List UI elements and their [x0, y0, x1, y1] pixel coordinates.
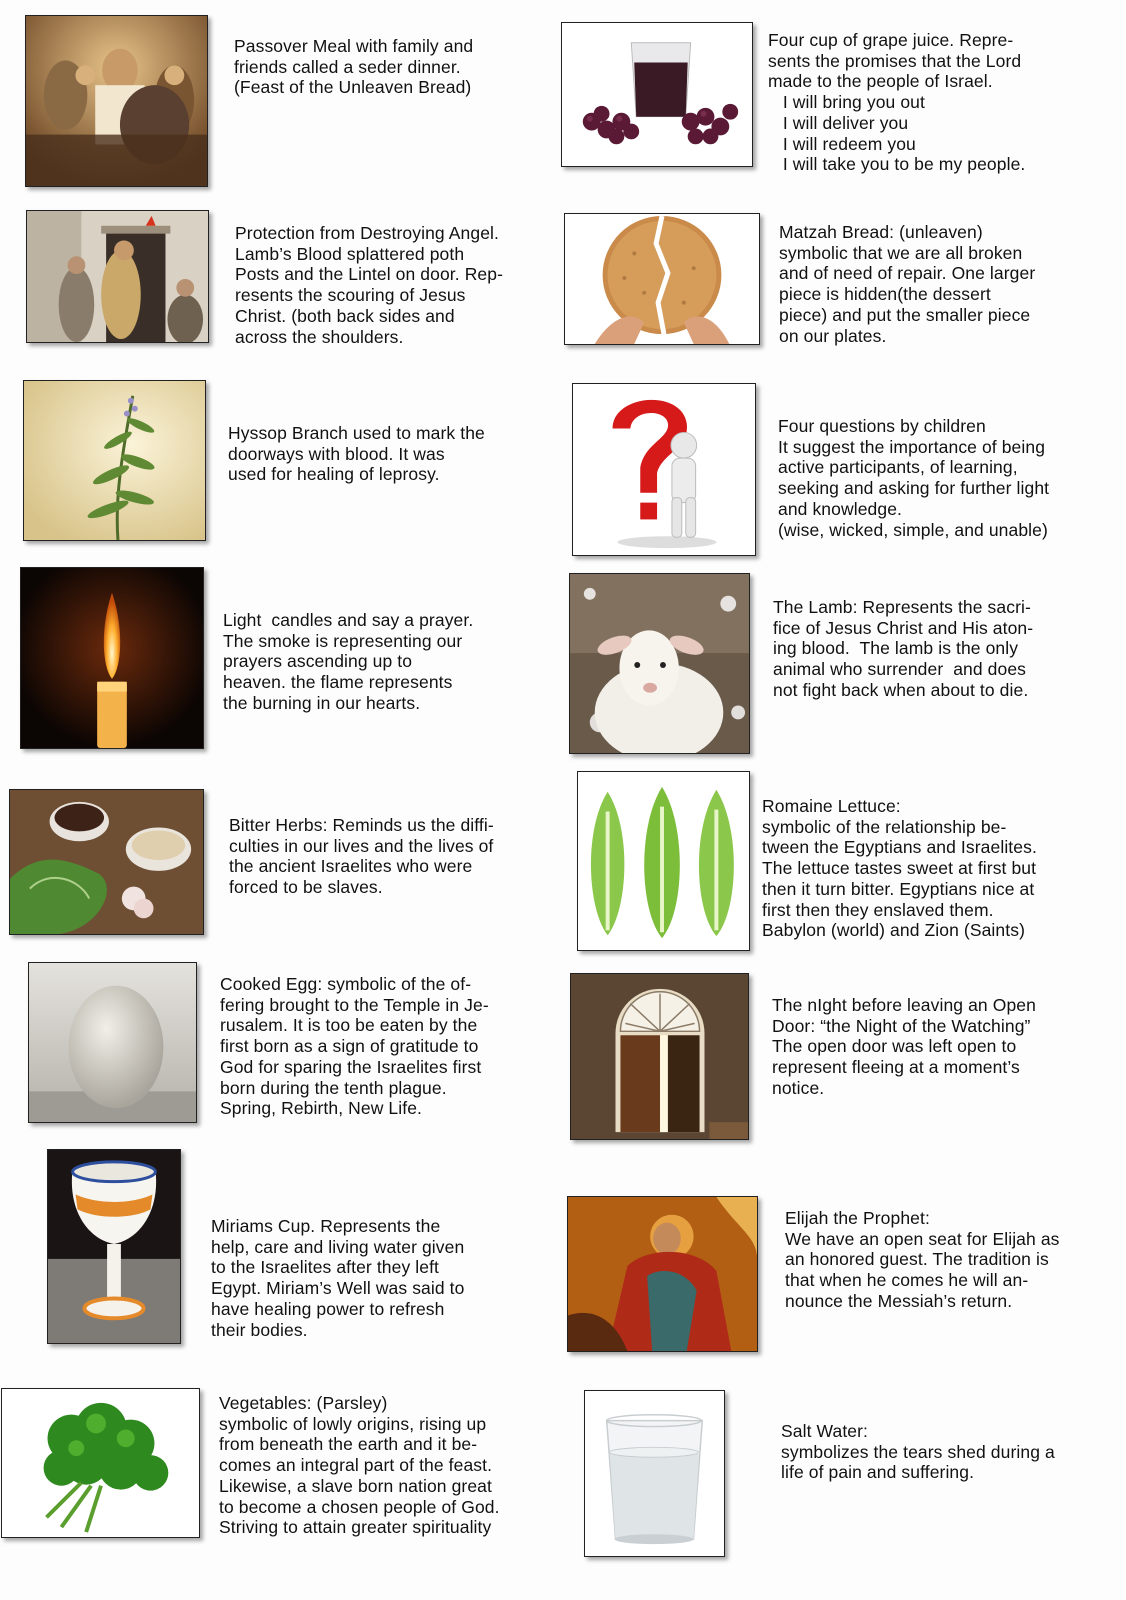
elijah-text: [785, 1208, 1060, 1312]
text-line: nounce the Messiah’s return.: [785, 1290, 1013, 1311]
text-line: fering brought to the Temple in Je-: [220, 994, 489, 1015]
text-line: Matzah Bread: (unleaven): [779, 222, 983, 242]
elijah-icon-painting-icon: [567, 1196, 758, 1352]
romaine-lettuce-icon: [577, 771, 750, 951]
text-line: I will deliver you: [768, 112, 909, 133]
doorpost-blood-painting-icon: [26, 210, 209, 343]
text-line: born during the tenth plague.: [220, 1077, 447, 1098]
salt-water-glass-icon: [584, 1390, 725, 1557]
text-line: Spring, Rebirth, New Life.: [220, 1098, 422, 1119]
text-line: Protection from Destroying Angel.: [235, 223, 499, 243]
text-line: Striving to attain greater spirituality: [219, 1517, 492, 1538]
open-door-icon: [570, 973, 749, 1140]
text-line: Miriams Cup. Represents the: [211, 1216, 441, 1236]
text-line: have healing power to refresh: [211, 1298, 445, 1319]
text-line: used for healing of leprosy.: [228, 464, 440, 485]
text-line: friends called a seder dinner.: [234, 56, 461, 77]
egg-text: [220, 974, 489, 1119]
text-line: to become a chosen people of God.: [219, 1496, 500, 1517]
text-line: animal who surrender and does: [773, 659, 1027, 680]
text-line: on our plates.: [779, 325, 887, 346]
text-line: not fight back when about to die.: [773, 679, 1029, 700]
egg-icon: [28, 962, 197, 1123]
candle-icon: [20, 567, 204, 749]
text-line: Egypt. Miriam’s Well was said to: [211, 1278, 465, 1299]
seder-text: [234, 36, 473, 98]
parsley-text: [219, 1393, 500, 1538]
grape-juice-text: [768, 30, 1025, 175]
text-line: symbolic of lowly origins, rising up: [219, 1413, 487, 1434]
text-line: culties in our lives and the lives of: [229, 835, 494, 856]
matzah-bread-icon: [564, 213, 760, 345]
salt-water-text: [781, 1421, 1055, 1483]
text-line: (Feast of the Unleaven Bread): [234, 77, 472, 98]
text-line: to the Israelites after they left: [211, 1257, 439, 1278]
text-line: Romaine Lettuce:: [762, 796, 901, 816]
parsley-icon: [1, 1388, 200, 1538]
text-line: heaven. the flame represents: [223, 672, 453, 693]
text-line: represent fleeing at a moment’s: [772, 1057, 1020, 1078]
matzah-text: [779, 222, 1035, 346]
text-line: I will redeem you: [768, 133, 916, 154]
text-line: Christ. (both back sides and: [235, 305, 455, 326]
open-door-text: [772, 995, 1036, 1099]
lettuce-text: [762, 796, 1037, 941]
questions-text: [778, 416, 1049, 540]
text-line: God for sparing the Israelites first: [220, 1056, 482, 1077]
text-line: Bitter Herbs: Reminds us the diffi-: [229, 815, 494, 835]
text-line: their bodies.: [211, 1319, 308, 1340]
text-line: seeking and asking for further light: [778, 478, 1050, 499]
text-line: Lamb’s Blood splattered poth: [235, 243, 465, 264]
text-line: Salt Water:: [781, 1421, 869, 1441]
text-line: tween the Egyptians and Israelites.: [762, 837, 1037, 858]
text-line: fice of Jesus Christ and His aton-: [773, 617, 1034, 638]
text-line: ing blood. The lamb is the only: [773, 638, 1019, 659]
text-line: It suggest the importance of being: [778, 436, 1046, 457]
text-line: the burning in our hearts.: [223, 692, 421, 713]
text-line: doorways with blood. It was: [228, 443, 445, 464]
text-line: and of need of repair. One larger: [779, 263, 1036, 284]
text-line: Light candles and say a prayer.: [223, 610, 474, 630]
text-line: first born as a sign of gratitude to: [220, 1036, 479, 1057]
text-line: We have an open seat for Elijah as: [785, 1228, 1060, 1249]
text-line: comes an integral part of the feast.: [219, 1455, 493, 1476]
text-line: Likewise, a slave born nation great: [219, 1475, 492, 1496]
text-line: that when he comes he will an-: [785, 1270, 1029, 1291]
text-line: symbolizes the tears shed during a: [781, 1441, 1055, 1462]
text-line: Four questions by children: [778, 416, 986, 436]
text-line: Hyssop Branch used to mark the: [228, 423, 485, 443]
text-line: prayers ascending up to: [223, 651, 413, 672]
text-line: the ancient Israelites who were: [229, 856, 473, 877]
text-line: made to the people of Israel.: [768, 71, 993, 92]
text-line: Cooked Egg: symbolic of the of-: [220, 974, 472, 994]
text-line: life of pain and suffering.: [781, 1462, 975, 1483]
text-line: first then they enslaved them.: [762, 899, 994, 920]
text-line: sents the promises that the Lord: [768, 50, 1022, 71]
text-line: notice.: [772, 1077, 825, 1098]
text-line: piece is hidden(the dessert: [779, 284, 991, 305]
question-mark-figure-icon: [572, 383, 756, 556]
text-line: The open door was left open to: [772, 1036, 1017, 1057]
text-line: active participants, of learning,: [778, 457, 1018, 478]
text-line: and knowledge.: [778, 498, 902, 519]
text-line: (wise, wicked, simple, and unable): [778, 519, 1048, 540]
lamb-icon: [569, 573, 750, 754]
text-line: Babylon (world) and Zion (Saints): [762, 920, 1025, 941]
seder-painting-icon: [25, 15, 208, 187]
hyssop-text: [228, 423, 485, 485]
text-line: The lettuce tastes sweet at first but: [762, 858, 1037, 879]
text-line: then it turn bitter. Egyptians nice at: [762, 878, 1035, 899]
text-line: Door: “the Night of the Watching”: [772, 1015, 1031, 1036]
candles-text: [223, 610, 473, 714]
text-line: piece) and put the smaller piece: [779, 304, 1031, 325]
text-line: The Lamb: Represents the sacri-: [773, 597, 1031, 617]
bitter-herbs-icon: [9, 789, 204, 935]
text-line: forced to be slaves.: [229, 877, 383, 898]
angel-text: [235, 223, 503, 347]
text-line: help, care and living water given: [211, 1236, 465, 1257]
lamb-text: [773, 597, 1033, 701]
text-line: The smoke is representing our: [223, 630, 463, 651]
text-line: symbolic of the relationship be-: [762, 816, 1007, 837]
bitter-herbs-text: [229, 815, 494, 898]
text-line: Passover Meal with family and: [234, 36, 474, 56]
grape-juice-icon: [561, 22, 753, 167]
text-line: resents the scouring of Jesus: [235, 285, 466, 306]
text-line: The nIght before leaving an Open: [772, 995, 1036, 1015]
text-line: from beneath the earth and it be-: [219, 1434, 478, 1455]
text-line: across the shoulders.: [235, 326, 404, 347]
text-line: an honored guest. The tradition is: [785, 1249, 1049, 1270]
text-line: Posts and the Lintel on door. Rep-: [235, 264, 504, 285]
text-line: symbolic that we are all broken: [779, 242, 1023, 263]
hyssop-branch-icon: [23, 380, 206, 541]
text-line: rusalem. It is too be eaten by the: [220, 1015, 478, 1036]
text-line: I will take you to be my people.: [768, 154, 1026, 175]
miriam-cup-icon: [47, 1149, 181, 1344]
text-line: Four cup of grape juice. Repre-: [768, 30, 1014, 50]
miriam-text: [211, 1216, 464, 1340]
text-line: Elijah the Prophet:: [785, 1208, 930, 1228]
text-line: Vegetables: (Parsley): [219, 1393, 388, 1413]
text-line: I will bring you out: [768, 92, 925, 113]
